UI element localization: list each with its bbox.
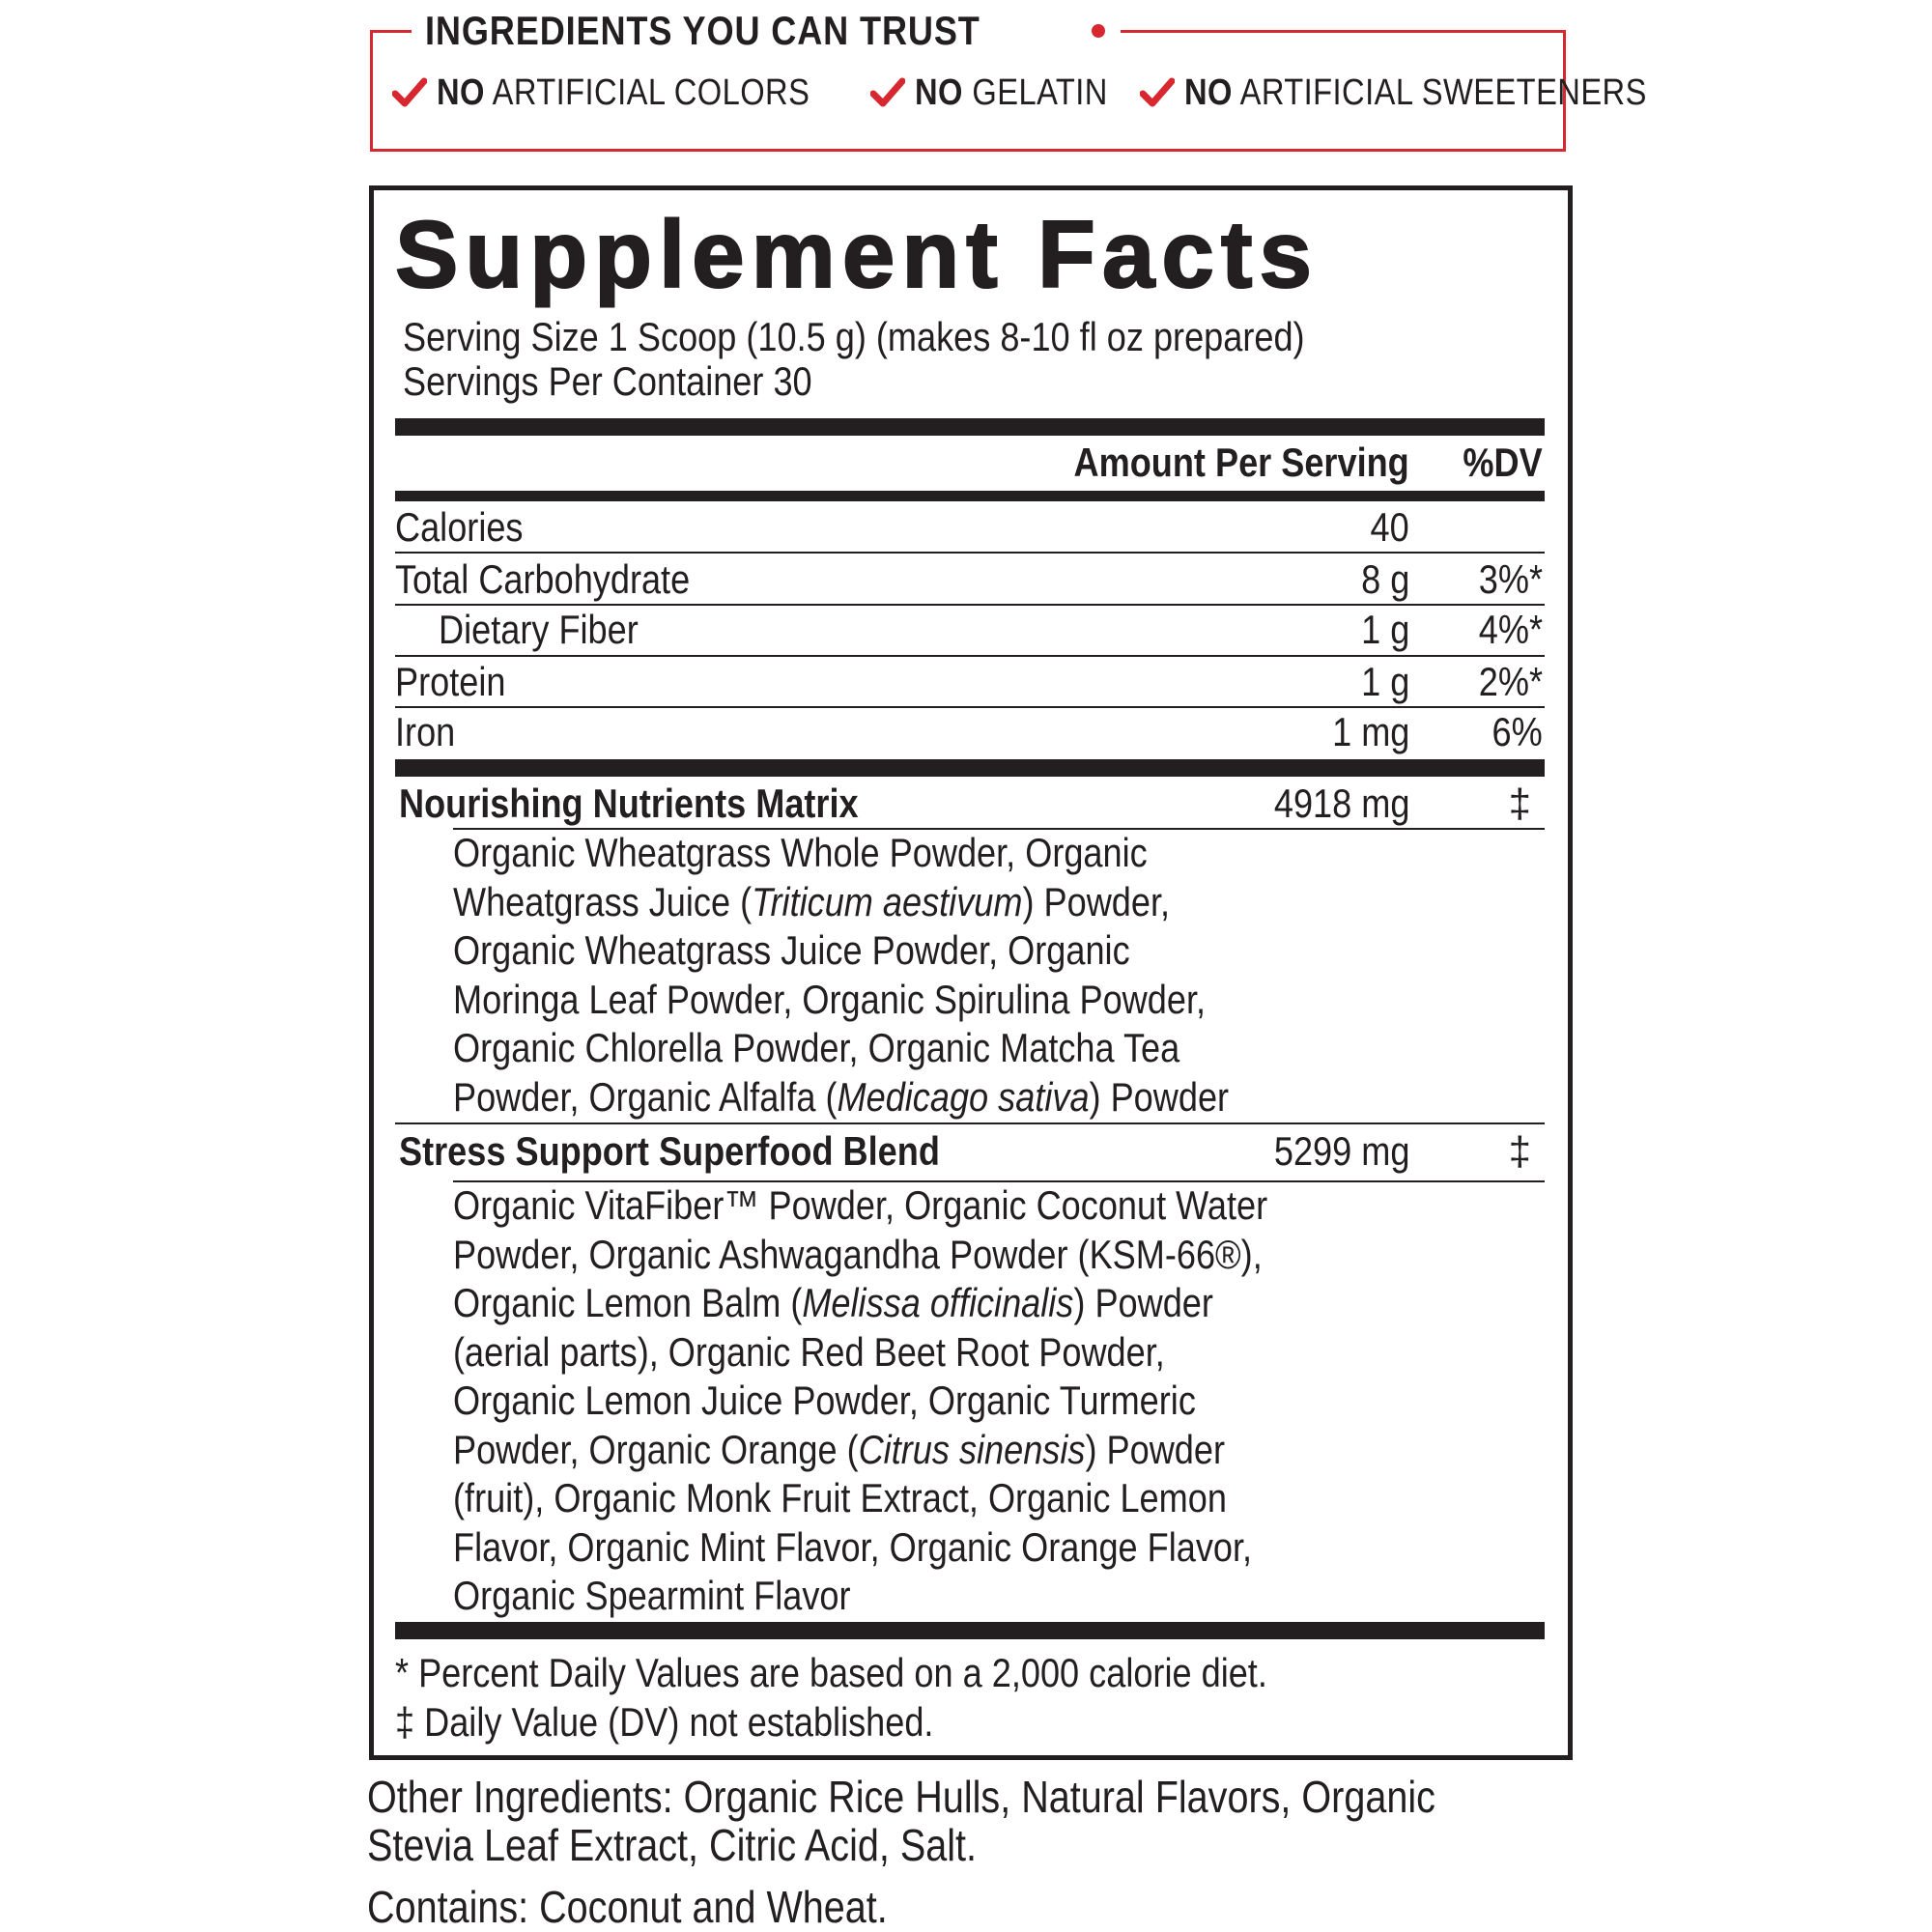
nutrient-row [395,706,1545,756]
ingredient-line: Organic VitaFiber™ Powder, Organic Coconut Water [453,1182,1268,1228]
other-ingredients-line: Other Ingredients: Organic Rice Hulls, Natural Flavors, Organic [367,1772,1435,1822]
blend-name: Nourishing Nutrients Matrix [399,781,859,826]
trust-item-gelatin [870,72,1139,114]
nutrient-row [395,501,1545,552]
contains-allergens: Contains: Coconut and Wheat. [367,1882,888,1932]
nutrient-dv: 2%* [1478,659,1543,704]
nutrient-name: Iron [395,709,456,754]
ingredient-line: Organic Lemon Juice Powder, Organic Turmeric [453,1378,1196,1423]
trust-items [392,66,1647,120]
thick-divider [395,1622,1545,1639]
supplement-facts-panel [369,185,1573,1760]
nutrient-name: Calories [395,504,524,550]
medium-divider [395,491,1545,501]
nutrient-dv: 6% [1492,709,1543,754]
checkmark-icon [1140,75,1175,110]
trust-item-label: NO GELATIN [915,71,1109,113]
thick-divider [395,418,1545,436]
nutrient-row [395,554,1545,604]
ingredient-line: (aerial parts), Organic Red Beet Root Powder, [453,1328,1165,1375]
serving-size: Serving Size 1 Scoop (10.5 g) (makes 8-10 fl oz prepared) [403,314,1305,359]
servings-per-container: Servings Per Container 30 [403,358,812,404]
amount-per-serving-header: Amount Per Serving [1073,440,1409,485]
ingredient-line: Organic Wheatgrass Juice Powder, Organic [453,927,1130,973]
nutrient-row [395,656,1545,706]
nutrient-row [395,604,1545,654]
nutrient-amount: 1 g [1360,659,1409,704]
trust-item-artificial-sweeteners [1140,72,1722,114]
nutrient-amount: 1 mg [1331,709,1409,754]
ingredient-line: Flavor, Organic Mint Flavor, Organic Orange Flavor, [453,1523,1253,1570]
other-ingredients [367,1773,1609,1869]
ingredient-line: Powder, Organic Ashwagandha Powder (KSM-66®), [453,1231,1263,1277]
blend-dv: ‡ [1508,1128,1531,1174]
trust-item-artificial-colors [392,72,870,114]
dv-header: %DV [1463,440,1543,485]
trust-item-label: NO ARTIFICIAL SWEETENERS [1183,71,1647,113]
nutrient-dv: 4%* [1478,607,1543,652]
nutrient-name: Total Carbohydrate [395,556,691,602]
facts-title: Supplement Facts [395,201,1320,307]
blend-amount: 5299 mg [1273,1128,1409,1174]
trust-title: INGREDIENTS YOU CAN TRUST [425,8,980,53]
ingredient-line: Moringa Leaf Powder, Organic Spirulina Powder, [453,976,1207,1022]
ingredient-line: Powder, Organic Alfalfa (Medicago sativa) Powder [453,1073,1230,1120]
nutrient-amount: 8 g [1360,556,1409,602]
ingredient-line: Organic Lemon Balm (Melissa officinalis) Powder [453,1280,1213,1325]
blend-row [395,780,1545,828]
other-ingredients-line: Stevia Leaf Extract, Citric Acid, Salt. [367,1820,978,1870]
footnote-dv-not-established: ‡ Daily Value (DV) not established. [395,1699,934,1745]
ingredient-line: Wheatgrass Juice (Triticum aestivum) Powder, [453,878,1171,924]
dot-icon [1092,24,1105,38]
nutrient-amount: 40 [1370,504,1409,550]
column-header-row [395,439,1545,487]
ingredient-line: Powder, Organic Orange (Citrus sinensis) Powder [453,1426,1225,1472]
blend-name: Stress Support Superfood Blend [399,1128,940,1174]
trust-item-label: NO ARTIFICIAL COLORS [437,71,810,113]
ingredient-line: Organic Spearmint Flavor [453,1573,851,1618]
footnote-dv: * Percent Daily Values are based on a 2,000 calorie diet. [395,1650,1267,1695]
trust-title-wrap [412,8,1121,53]
blend-amount: 4918 mg [1273,781,1409,826]
blend-dv: ‡ [1508,781,1531,826]
blend-row [395,1123,1545,1176]
ingredient-line: (fruit), Organic Monk Fruit Extract, Organic Lemon [453,1475,1227,1520]
ingredient-line: Organic Wheatgrass Whole Powder, Organic [453,830,1148,875]
nutrient-amount: 1 g [1360,607,1409,652]
nutrient-dv: 3%* [1478,556,1543,602]
blend-ingredients [453,829,1322,1122]
nutrient-name: Protein [395,659,506,704]
thick-divider [395,759,1545,777]
ingredient-line: Organic Chlorella Powder, Organic Matcha Tea [453,1025,1180,1070]
checkmark-icon [870,75,905,110]
nutrient-name: Dietary Fiber [439,607,639,652]
blend-ingredients [453,1181,1322,1621]
trust-banner [370,8,1647,152]
checkmark-icon [392,75,427,110]
